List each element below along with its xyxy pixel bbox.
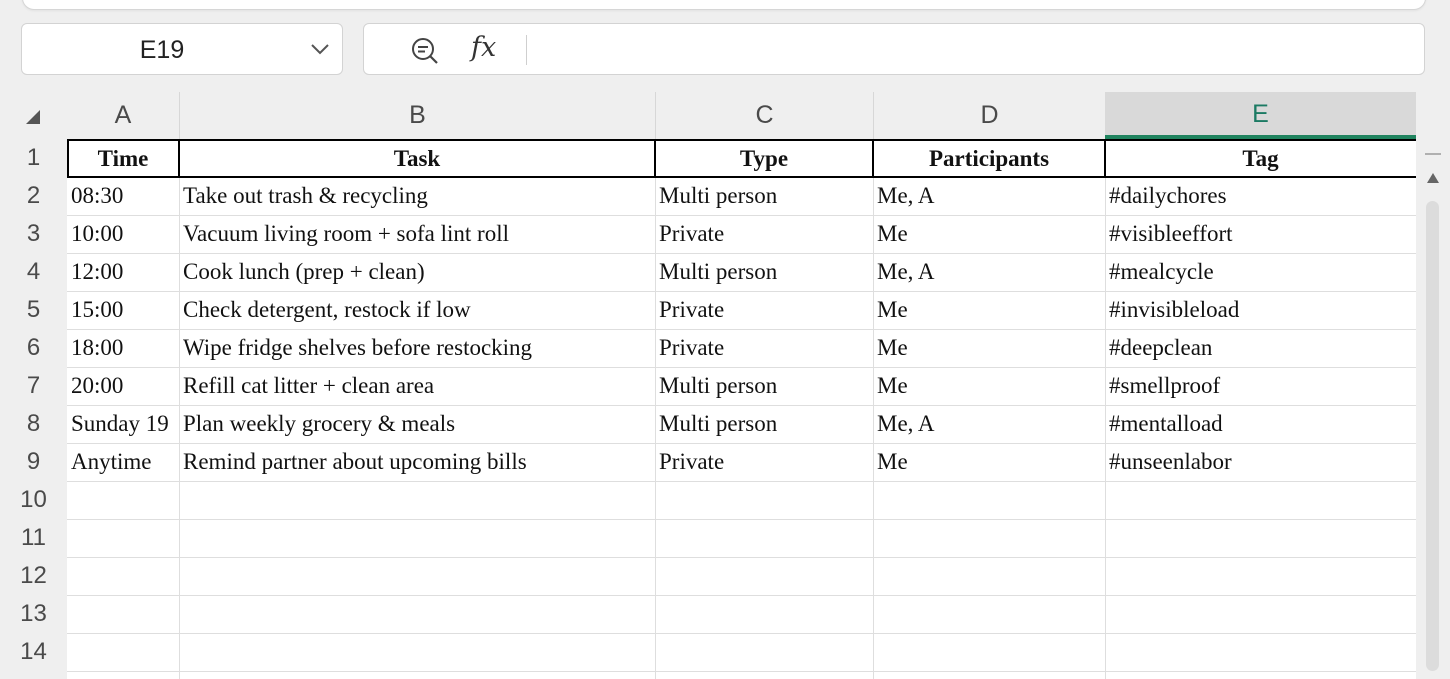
row-header-11[interactable]: 11 (21, 524, 46, 551)
cell-a1[interactable]: Time (97, 146, 149, 171)
cell-b1[interactable]: Task (393, 146, 441, 171)
cell-d9[interactable]: Me (877, 449, 908, 474)
formula-bar[interactable] (363, 23, 1425, 75)
cell-d6[interactable]: Me (877, 335, 908, 360)
cell-b4[interactable]: Cook lunch (prep + clean) (183, 259, 425, 284)
cell-b9[interactable]: Remind partner about upcoming bills (183, 449, 527, 474)
cell-b2[interactable]: Take out trash & recycling (183, 183, 428, 208)
cell-e8[interactable]: #mentalload (1109, 411, 1223, 436)
cell-b5[interactable]: Check detergent, restock if low (183, 297, 471, 322)
toolbar-panel (22, 0, 1426, 10)
vertical-scrollbar[interactable] (1416, 139, 1450, 660)
column-header-e[interactable]: E (1105, 92, 1416, 139)
cell-d3[interactable]: Me (877, 221, 908, 246)
cell-e7[interactable]: #smellproof (1109, 373, 1221, 398)
cell-e6[interactable]: #deepclean (1109, 335, 1213, 360)
row-header-1[interactable]: 1 (26, 144, 41, 171)
cell-e1[interactable]: Tag (1242, 146, 1279, 171)
formula-divider (526, 35, 527, 65)
scroll-up-arrow-icon[interactable] (1426, 172, 1440, 184)
chevron-down-icon[interactable] (310, 41, 330, 57)
cell-c9[interactable]: Private (659, 449, 725, 474)
cell-c8[interactable]: Multi person (659, 411, 778, 436)
row-header-10[interactable]: 10 (20, 486, 47, 513)
cell-e4[interactable]: #mealcycle (1109, 259, 1214, 284)
column-header-d[interactable]: D (873, 92, 1105, 139)
row-header-6[interactable]: 6 (26, 334, 41, 361)
row-header-13[interactable]: 13 (20, 600, 47, 627)
zoom-out-icon[interactable] (410, 36, 440, 66)
cell-reference[interactable]: E19 (139, 36, 185, 64)
cell-b3[interactable]: Vacuum living room + sofa lint roll (183, 221, 509, 246)
formula-input[interactable] (534, 24, 1414, 74)
cell-a9[interactable]: Anytime (71, 449, 152, 474)
row-header-2[interactable]: 2 (26, 182, 41, 209)
row-header-12[interactable]: 12 (20, 562, 47, 589)
cell-d5[interactable]: Me (877, 297, 908, 322)
cell-a2[interactable]: 08:30 (71, 183, 124, 208)
row-header-8[interactable]: 8 (26, 410, 41, 437)
cell-a8[interactable]: Sunday 19 (71, 411, 169, 436)
cell-b6[interactable]: Wipe fridge shelves before restocking (183, 335, 533, 360)
column-header-b[interactable]: B (179, 92, 655, 139)
cell-c4[interactable]: Multi person (659, 259, 778, 284)
name-box[interactable] (21, 23, 343, 75)
cell-c5[interactable]: Private (659, 297, 725, 322)
row-header-4[interactable]: 4 (26, 258, 41, 285)
gridline (67, 671, 1416, 672)
cell-d7[interactable]: Me (877, 373, 908, 398)
cell-a7[interactable]: 20:00 (71, 373, 124, 398)
column-header-a[interactable]: A (67, 92, 179, 139)
gridline (67, 519, 1416, 520)
cell-a3[interactable]: 10:00 (71, 221, 124, 246)
gridline (67, 481, 1416, 482)
scrollbar-thumb[interactable] (1426, 201, 1439, 671)
cell-a4[interactable]: 12:00 (71, 259, 124, 284)
cell-a6[interactable]: 18:00 (71, 335, 124, 360)
function-icon[interactable]: fx (471, 32, 497, 63)
cell-d1[interactable]: Participants (928, 146, 1050, 171)
row-header-7[interactable]: 7 (26, 372, 41, 399)
cell-c1[interactable]: Type (739, 146, 789, 171)
cell-e2[interactable]: #dailychores (1109, 183, 1227, 208)
cell-a5[interactable]: 15:00 (71, 297, 124, 322)
cell-e9[interactable]: #unseenlabor (1109, 449, 1232, 474)
select-all-corner[interactable] (0, 92, 67, 139)
cell-d2[interactable]: Me, A (877, 183, 935, 208)
cell-c7[interactable]: Multi person (659, 373, 778, 398)
cell-c2[interactable]: Multi person (659, 183, 778, 208)
row-header-9[interactable]: 9 (26, 448, 41, 475)
cell-e5[interactable]: #invisibleload (1109, 297, 1240, 322)
cell-c3[interactable]: Private (659, 221, 725, 246)
cell-d4[interactable]: Me, A (877, 259, 935, 284)
row-header-14[interactable]: 14 (20, 638, 47, 665)
cell-b8[interactable]: Plan weekly grocery & meals (183, 411, 456, 436)
cell-b7[interactable]: Refill cat litter + clean area (183, 373, 435, 398)
cell-e3[interactable]: #visibleeffort (1109, 221, 1233, 246)
gridline (67, 595, 1416, 596)
cell-d8[interactable]: Me, A (877, 411, 935, 436)
gridline (67, 557, 1416, 558)
scroll-grip-icon (1425, 153, 1441, 155)
cell-c6[interactable]: Private (659, 335, 725, 360)
row-header-3[interactable]: 3 (26, 220, 41, 247)
row-header-5[interactable]: 5 (26, 296, 41, 323)
cell-grid[interactable] (67, 139, 1416, 679)
gridline (67, 633, 1416, 634)
column-header-c[interactable]: C (655, 92, 873, 139)
